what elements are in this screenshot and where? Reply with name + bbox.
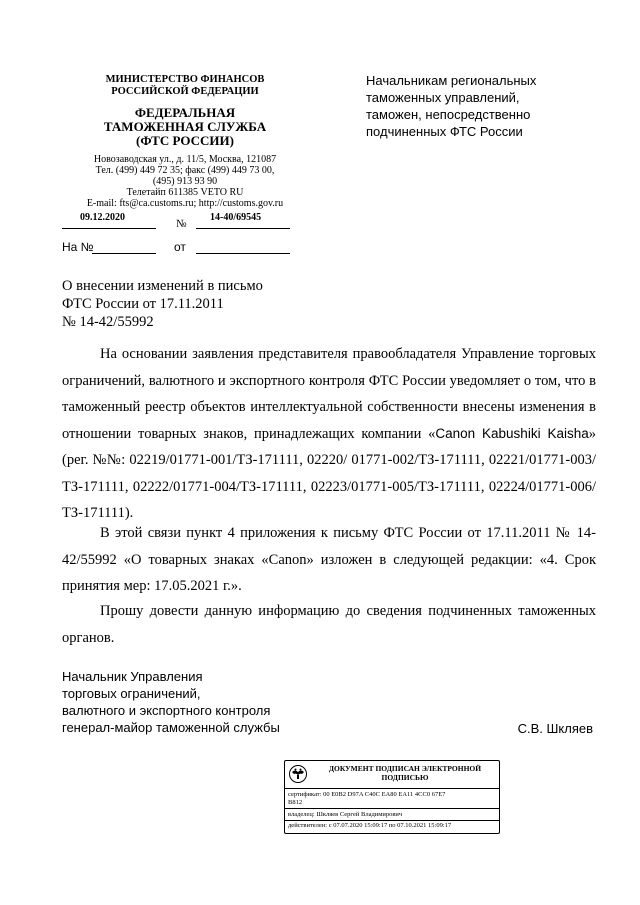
- subject-line-3: № 14-42/55992: [62, 314, 154, 330]
- fts-line-3: (ФТС РОССИИ): [136, 133, 234, 148]
- stamp-divider: [285, 808, 499, 809]
- number-underline: [196, 228, 290, 229]
- eagle-emblem-icon: [288, 764, 308, 784]
- addressee-line-2: таможенных управлений,: [366, 90, 520, 105]
- signer-name: С.В. Шкляев: [517, 721, 593, 736]
- fts-name: [60, 106, 310, 148]
- stamp-title-line-2: ПОДПИСЬЮ: [381, 773, 429, 782]
- letter-number: 14-40/69545: [210, 212, 262, 223]
- addressee-line-4: подчиненных ФТС России: [366, 124, 523, 139]
- address-line-4: Телетайп 611385 VETO RU: [126, 187, 244, 198]
- addressee-line-1: Начальникам региональных: [366, 73, 537, 88]
- fts-line-1: ФЕДЕРАЛЬНАЯ: [134, 105, 236, 120]
- ministry-name: [60, 74, 310, 98]
- stamp-divider: [285, 820, 499, 821]
- signer-title: [62, 668, 322, 736]
- stamp-certificate: [288, 791, 494, 807]
- addressee-line-3: таможен, непосредственно: [366, 107, 531, 122]
- stamp-owner: владелец: Шкляев Сергей Владимирович: [288, 811, 403, 818]
- subject-line-1: О внесении изменений в письмо: [62, 278, 263, 294]
- ref-from-underline: [196, 253, 290, 254]
- subject-line-2: ФТС России от 17.11.2011: [62, 296, 224, 312]
- body-paragraph-1: [62, 341, 596, 527]
- address-line-5: E-mail: fts@ca.customs.ru; http://customs.gov.ru: [86, 198, 284, 209]
- company-name: Canon Kabushiki Kaisha: [435, 425, 589, 441]
- signer-title-line-1: Начальник Управления: [62, 669, 203, 684]
- stamp-certificate-line-2: B812: [288, 799, 303, 806]
- fts-address: [60, 154, 310, 209]
- stamp-validity: действителен: с 07.07.2020 15:09:17 по 07.10.2021 15:09:17: [288, 822, 452, 829]
- addressee-block: [366, 72, 606, 140]
- stamp-divider: [285, 788, 499, 789]
- number-label: №: [176, 218, 187, 230]
- ministry-line-2: РОССИЙСКОЙ ФЕДЕРАЦИИ: [111, 86, 259, 97]
- signer-title-line-3: валютного и экспортного контроля: [62, 703, 271, 718]
- address-line-2: Тел. (499) 449 72 35; факс (499) 449 73 00,: [95, 165, 275, 176]
- ref-underline: [92, 253, 156, 254]
- body-paragraph-2: В этой связи пункт 4 приложения к письму ФТС России от 17.11.2011 № 14-42/55992 «О товарных знаках «Canon» изложен в следующей редакции: «4. Срок принятия мер: 17.05.2021 г.».: [62, 525, 596, 594]
- stamp-title: [315, 764, 495, 782]
- stamp-title-line-1: ДОКУМЕНТ ПОДПИСАН ЭЛЕКТРОННОЙ: [328, 764, 482, 773]
- fts-line-2: ТАМОЖЕННАЯ СЛУЖБА: [103, 119, 267, 134]
- p1-part-1: На основании заявления представителя правообладателя Управление торговых ограничений, валютного и экспортного контроля ФТС России уведомляет о том, что в таможенный реестр объектов интеллектуальной собственности внесены изменения в отношении товарных знаков, принадлежащих компании «: [62, 346, 596, 442]
- address-line-3: (495) 913 93 90: [152, 176, 218, 187]
- date-underline: [62, 228, 156, 229]
- ministry-line-1: МИНИСТЕРСТВО ФИНАНСОВ: [105, 74, 265, 85]
- stamp-certificate-line-1: сертификат: 00 E0B2 D97A C40C EA80 EA11 4CC0 67E7: [288, 791, 446, 798]
- e-signature-stamp: [284, 760, 500, 834]
- address-line-1: Новозаводская ул., д. 11/5, Москва, 121087: [93, 154, 277, 165]
- signer-title-line-2: торговых ограничений,: [62, 686, 201, 701]
- signer-title-line-4: генерал-майор таможенной службы: [62, 720, 280, 735]
- p1-part-2: » (рег. №№: 02219/01771-001/ТЗ-171111, 02220/ 01771-002/ТЗ-171111, 02221/01771-003/ТЗ-171111, 02222/01771-004/ТЗ-171111, 02223/01771-005/ТЗ-171111, 02224/01771-006/ТЗ-171111).: [62, 425, 596, 521]
- letter-subject: [62, 277, 322, 331]
- ref-from-label: от: [174, 240, 186, 254]
- ref-label: На №: [62, 240, 94, 254]
- letter-date: 09.12.2020: [80, 212, 125, 223]
- body-paragraph-3: Прошу довести данную информацию до сведения подчиненных таможенных органов.: [62, 603, 596, 646]
